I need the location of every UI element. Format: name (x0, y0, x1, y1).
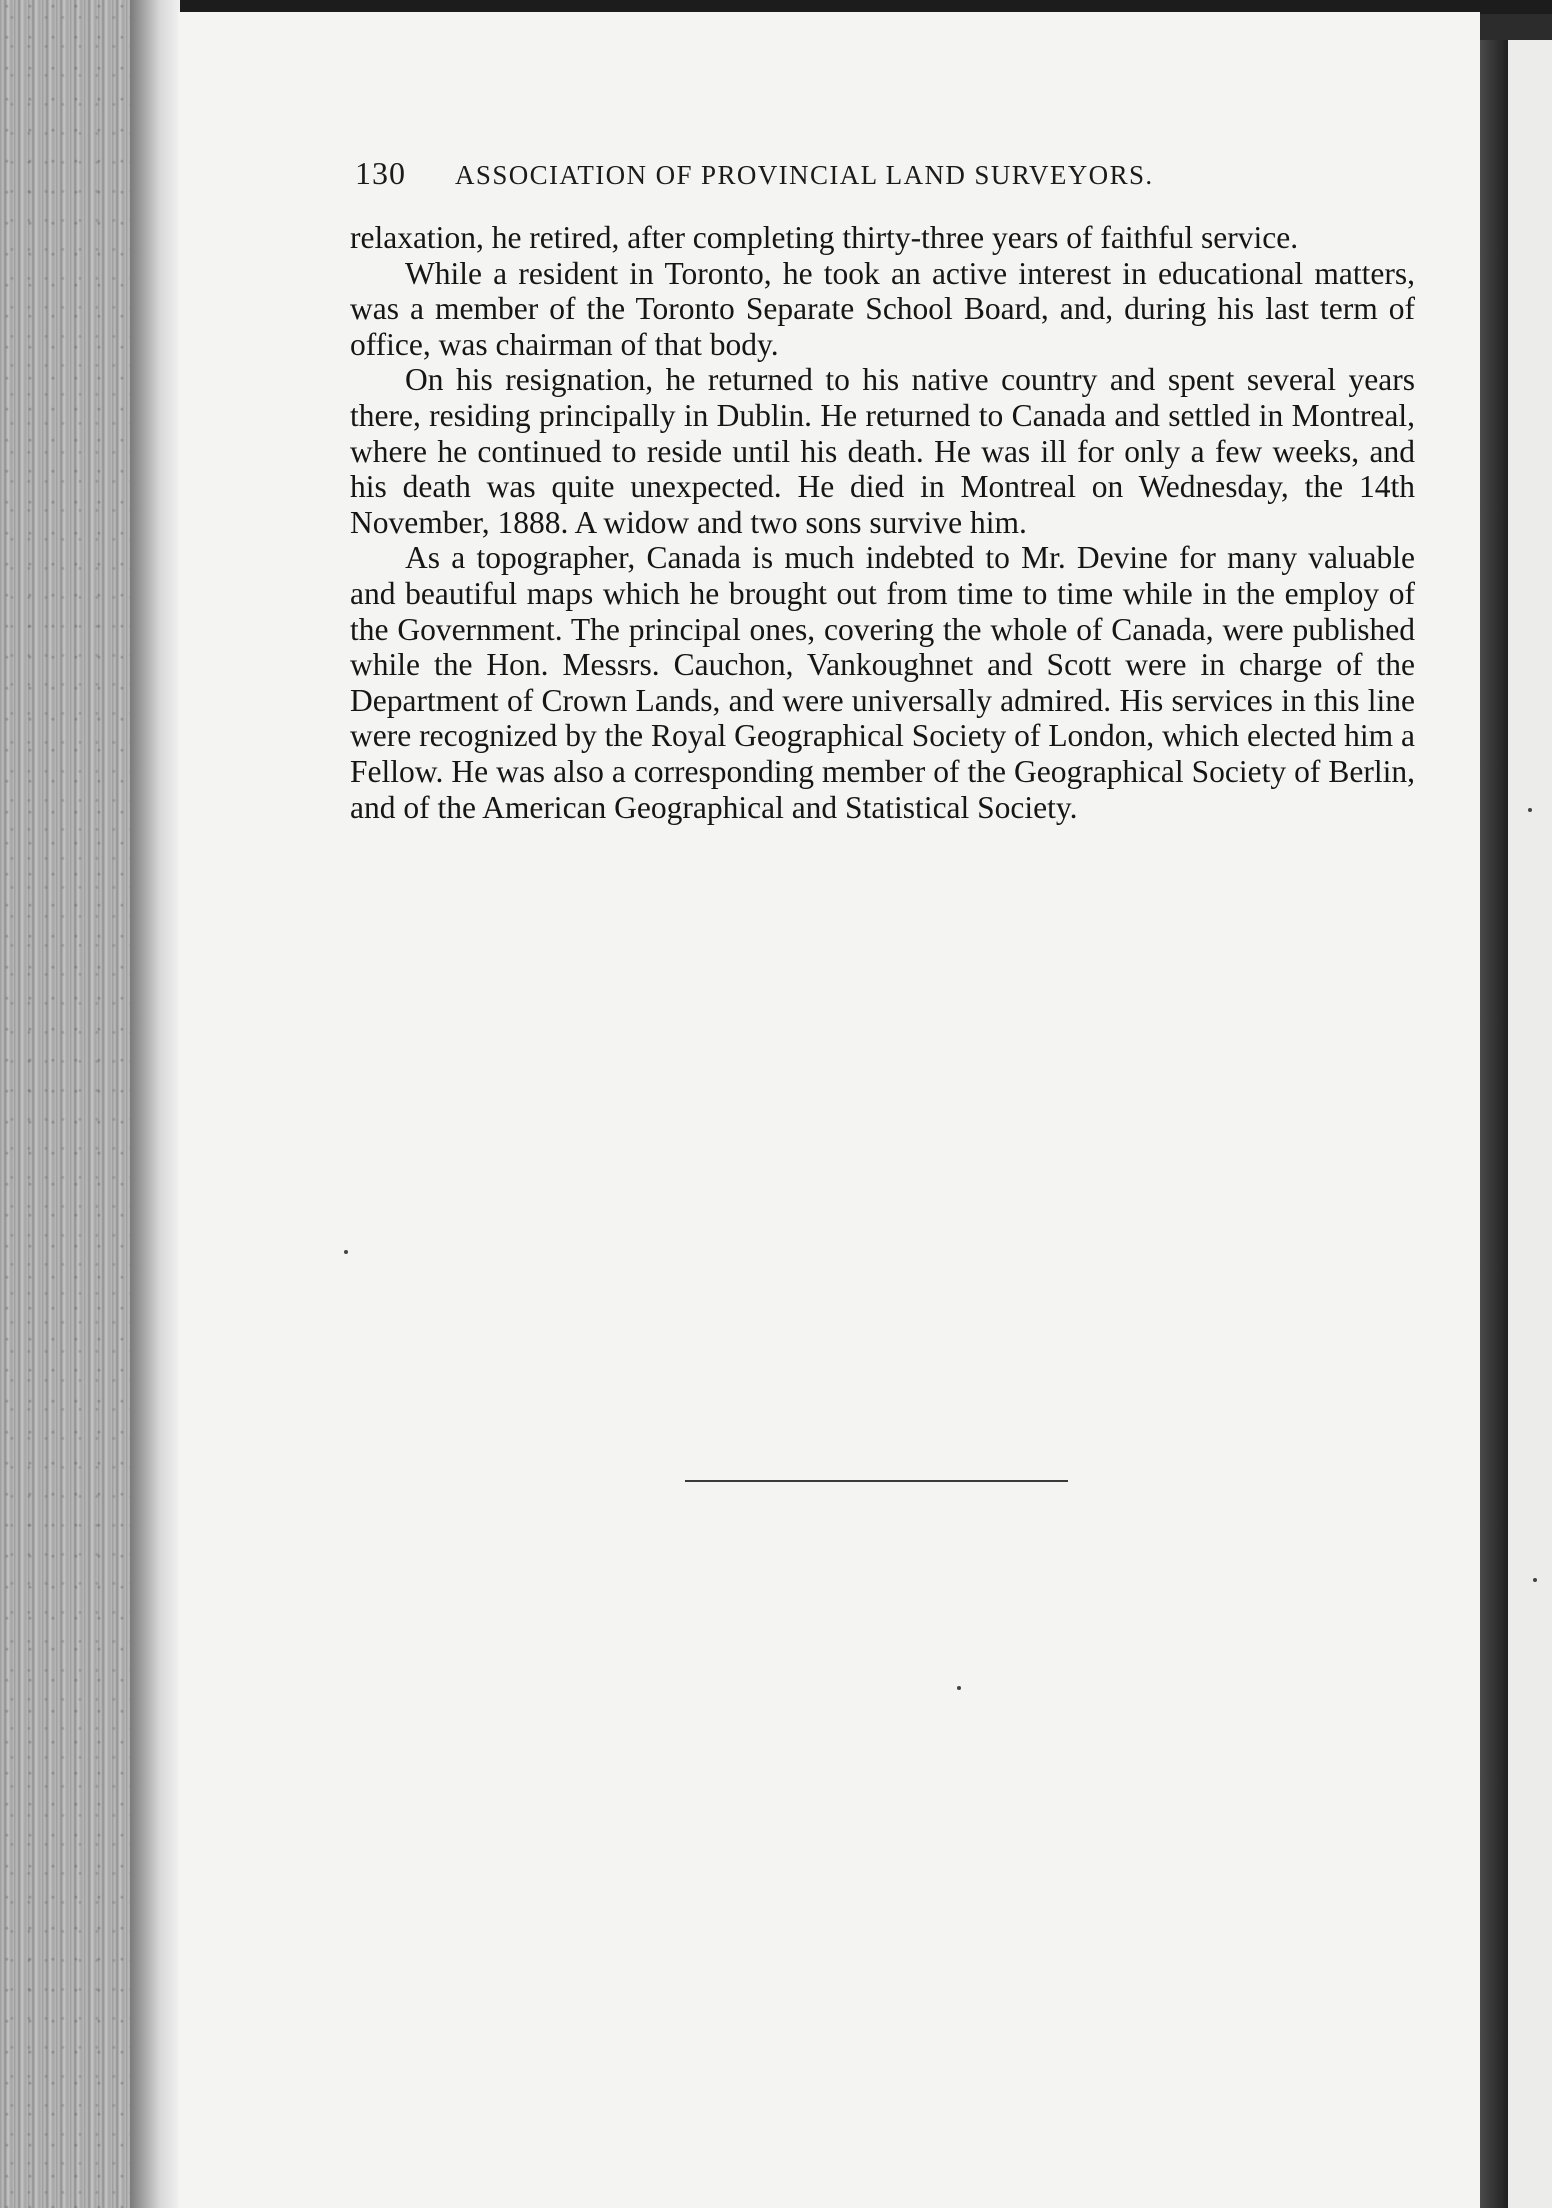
page-number: 130 (355, 155, 406, 191)
paragraph: As a topographer, Canada is much indebted to Mr. Devine for many valuable and beautiful maps which he brought out from time to time while in the employ of the Government. The principal ones, covering the whole of Canada, were published while the Hon. Messrs. Cauchon, Vankoughnet and Scott were in charge of the Department of Crown Lands, and were universally admired. His services in this line were recognized by the Royal Geographical Society of London, which elected him a Fellow. He was also a corresponding member of the Geographical Society of Berlin, and of the American Geographical and Statistical Society. (350, 540, 1415, 825)
paragraph: On his resignation, he returned to his native country and spent several years there, residing principally in Dublin. He returned to Canada and settled in Montreal, where he continued to reside until his death. He was ill for only a few weeks, and his death was quite unexpected. He died in Montreal on Wednesday, the 14th November, 1888. A widow and two sons survive him. (350, 362, 1415, 540)
scan-speck (1528, 808, 1532, 812)
scan-speck (344, 1250, 348, 1254)
running-header (355, 155, 1295, 192)
running-title: ASSOCIATION OF PROVINCIAL LAND SURVEYORS. (455, 160, 1154, 190)
section-divider-rule (685, 1480, 1068, 1482)
scan-speck (1533, 1578, 1537, 1582)
body-text (350, 220, 1415, 825)
scan-speck (957, 1686, 961, 1690)
spine-shadow (130, 0, 180, 2208)
paragraph: While a resident in Toronto, he took an active interest in educational matters, was a member of the Toronto Separate School Board, and, during his last term of office, was chairman of that body. (350, 255, 1415, 362)
right-page-gutter (1480, 40, 1508, 2208)
facing-page-edge (1508, 40, 1552, 2208)
paragraph: relaxation, he retired, after completing thirty-three years of faithful service. (350, 220, 1299, 255)
